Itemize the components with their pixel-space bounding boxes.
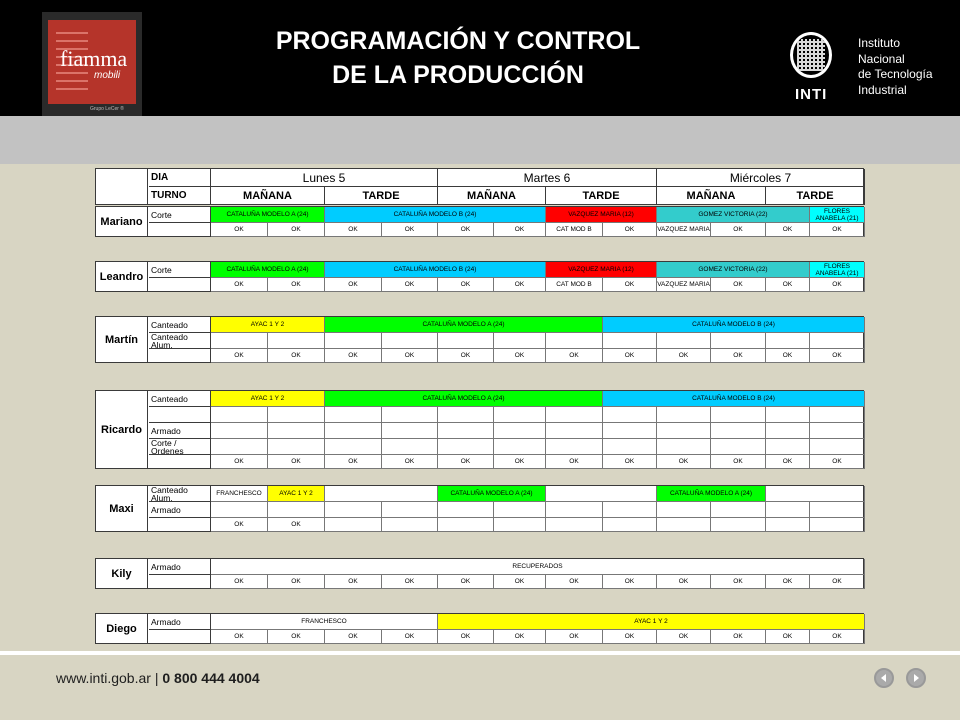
ok-cell[interactable]: OK xyxy=(211,575,268,589)
empty-cell xyxy=(546,439,603,455)
empty-cell xyxy=(382,333,438,349)
empty-cell xyxy=(268,439,325,455)
job-cell[interactable]: GOMEZ VICTORIA (22) xyxy=(657,262,810,278)
ok-cell[interactable]: OK xyxy=(325,575,382,589)
worker-name: Martín xyxy=(96,317,148,363)
ok-cell[interactable]: OK xyxy=(268,223,325,237)
job-cell[interactable]: CATALUÑA MODELO B (24) xyxy=(325,207,546,223)
ok-cell[interactable]: OK xyxy=(657,630,711,644)
empty-cell xyxy=(603,407,657,423)
job-cell[interactable]: CATALUÑA MODELO B (24) xyxy=(603,391,865,407)
arrow-left-icon xyxy=(879,673,889,683)
ok-cell[interactable]: OK xyxy=(382,278,438,292)
job-cell[interactable]: FLORES ANABELA (21) xyxy=(810,262,865,278)
task-label: Corte xyxy=(149,207,211,223)
ok-cell[interactable]: OK xyxy=(766,630,810,644)
worker-name: Leandro xyxy=(96,262,148,292)
ok-cell[interactable]: OK xyxy=(766,278,810,292)
shift-header: TARDE xyxy=(546,187,657,205)
footer-contact xyxy=(56,670,260,686)
empty-cell xyxy=(438,423,494,439)
empty-cell xyxy=(382,439,438,455)
worker-name: Maxi xyxy=(96,486,148,532)
ok-cell[interactable]: OK xyxy=(810,630,865,644)
empty-cell xyxy=(657,407,711,423)
inti-logo-icon xyxy=(790,32,832,78)
ok-cell[interactable]: OK xyxy=(268,349,325,363)
empty-cell xyxy=(711,518,766,532)
ok-cell[interactable]: OK xyxy=(603,630,657,644)
empty-cell xyxy=(766,518,810,532)
ok-cell[interactable]: OK xyxy=(494,575,546,589)
job-cell[interactable]: FRANCHESCO xyxy=(211,486,268,502)
ok-cell[interactable]: OK xyxy=(766,575,810,589)
ok-cell[interactable]: OK xyxy=(211,518,268,532)
next-slide-button[interactable] xyxy=(906,668,926,688)
empty-cell xyxy=(766,486,865,502)
empty-cell xyxy=(711,407,766,423)
dia-label: DIA xyxy=(149,169,211,187)
empty-cell xyxy=(711,423,766,439)
task-label: Canteado xyxy=(149,391,211,407)
empty-cell xyxy=(438,439,494,455)
empty-cell xyxy=(268,502,325,518)
empty-cell xyxy=(494,423,546,439)
ok-cell[interactable]: OK xyxy=(382,455,438,469)
ok-cell[interactable]: OK xyxy=(382,630,438,644)
worker-section xyxy=(95,206,864,237)
task-label: Canteado Alum. xyxy=(149,333,211,349)
inti-name-line: Nacional xyxy=(858,51,905,66)
ok-cell[interactable]: OK xyxy=(382,349,438,363)
job-cell[interactable]: VAZQUEZ MARIA (12) xyxy=(546,207,657,223)
inti-abbr: INTI xyxy=(795,86,828,103)
inti-name-line: Instituto xyxy=(858,36,901,50)
grey-band xyxy=(0,116,960,164)
empty-cell xyxy=(603,502,657,518)
task-label xyxy=(149,349,211,363)
ok-cell[interactable]: OK xyxy=(657,349,711,363)
worker-name: Ricardo xyxy=(96,391,148,469)
day-header: Miércoles 7 xyxy=(657,169,865,187)
ok-cell[interactable]: OK xyxy=(268,630,325,644)
job-cell[interactable]: AYAC 1 Y 2 xyxy=(211,317,325,333)
job-cell[interactable]: CATALUÑA MODELO A (24) xyxy=(438,486,546,502)
ok-cell[interactable]: OK xyxy=(494,278,546,292)
ok-cell[interactable]: OK xyxy=(603,278,657,292)
worker-section xyxy=(95,390,864,469)
ok-cell[interactable]: OK xyxy=(603,349,657,363)
empty-cell xyxy=(546,518,603,532)
fiamma-logo xyxy=(42,12,142,116)
job-cell[interactable]: CATALUÑA MODELO A (24) xyxy=(211,262,325,278)
ok-cell[interactable]: OK xyxy=(546,455,603,469)
empty-cell xyxy=(494,407,546,423)
empty-cell xyxy=(382,518,438,532)
job-cell[interactable]: AYAC 1 Y 2 xyxy=(438,614,865,630)
ok-cell[interactable]: OK xyxy=(211,455,268,469)
ok-cell[interactable]: OK xyxy=(810,349,865,363)
job-cell[interactable]: CAT MOD B xyxy=(546,223,603,237)
empty-cell xyxy=(766,407,810,423)
empty-cell xyxy=(603,333,657,349)
job-cell[interactable]: VAZQUEZ MARIA xyxy=(657,278,711,292)
logo-sub: mobili xyxy=(94,70,121,81)
empty-cell xyxy=(325,439,382,455)
ok-cell[interactable]: OK xyxy=(268,278,325,292)
empty-cell xyxy=(711,502,766,518)
empty-cell xyxy=(546,423,603,439)
empty-cell xyxy=(382,407,438,423)
shift-header: TARDE xyxy=(325,187,438,205)
ok-cell[interactable]: OK xyxy=(810,278,865,292)
ok-cell[interactable]: OK xyxy=(438,278,494,292)
empty-cell xyxy=(268,407,325,423)
ok-cell[interactable]: OK xyxy=(711,575,766,589)
ok-cell[interactable]: OK xyxy=(268,518,325,532)
empty-cell xyxy=(810,407,865,423)
ok-cell[interactable]: OK xyxy=(211,278,268,292)
empty-cell xyxy=(494,333,546,349)
empty-cell xyxy=(657,423,711,439)
empty-cell xyxy=(546,502,603,518)
ok-cell[interactable]: OK xyxy=(325,349,382,363)
header-name-blank xyxy=(96,169,148,205)
task-label: Corte xyxy=(149,262,211,278)
empty-cell xyxy=(382,502,438,518)
empty-cell xyxy=(438,333,494,349)
ok-cell[interactable]: OK xyxy=(268,575,325,589)
job-cell[interactable]: AYAC 1 Y 2 xyxy=(211,391,325,407)
empty-cell xyxy=(810,423,865,439)
empty-cell xyxy=(211,439,268,455)
empty-cell xyxy=(711,439,766,455)
footer-url[interactable]: www.inti.gob.ar xyxy=(56,670,151,686)
ok-cell[interactable]: OK xyxy=(546,349,603,363)
ok-cell[interactable]: OK xyxy=(438,455,494,469)
shift-header: MAÑANA xyxy=(657,187,766,205)
empty-cell xyxy=(211,333,268,349)
ok-cell[interactable]: OK xyxy=(211,349,268,363)
task-label: Canteado xyxy=(149,317,211,333)
worker-section xyxy=(95,613,864,644)
empty-cell xyxy=(494,518,546,532)
day-header: Lunes 5 xyxy=(211,169,438,187)
ok-cell[interactable]: OK xyxy=(438,575,494,589)
title-line-2: DE LA PRODUCCIÓN xyxy=(332,61,584,89)
ok-cell[interactable]: OK xyxy=(546,575,603,589)
ok-cell[interactable]: OK xyxy=(438,223,494,237)
job-cell[interactable]: VAZQUEZ MARIA xyxy=(657,223,711,237)
schedule-header xyxy=(95,168,864,205)
empty-cell xyxy=(603,439,657,455)
worker-section xyxy=(95,485,864,532)
empty-cell xyxy=(438,518,494,532)
worker-section xyxy=(95,316,864,363)
footer-phone: 0 800 444 4004 xyxy=(162,670,260,686)
empty-cell xyxy=(657,518,711,532)
ok-cell[interactable]: OK xyxy=(382,575,438,589)
logo-word: fiamma xyxy=(60,46,128,71)
shift-header: MAÑANA xyxy=(211,187,325,205)
ok-cell[interactable]: OK xyxy=(766,223,810,237)
ok-cell[interactable]: OK xyxy=(494,630,546,644)
footer-separator: | xyxy=(150,670,163,686)
worker-section xyxy=(95,261,864,292)
ok-cell[interactable]: OK xyxy=(711,349,766,363)
ok-cell[interactable]: OK xyxy=(494,349,546,363)
empty-cell xyxy=(325,333,382,349)
empty-cell xyxy=(546,486,657,502)
ok-cell[interactable]: OK xyxy=(325,630,382,644)
ok-cell[interactable]: OK xyxy=(438,630,494,644)
ok-cell[interactable]: OK xyxy=(766,455,810,469)
task-label: Armado xyxy=(149,614,211,630)
job-cell[interactable]: CATALUÑA MODELO A (24) xyxy=(211,207,325,223)
empty-cell xyxy=(546,407,603,423)
worker-name: Diego xyxy=(96,614,148,644)
inti-name-line: de Tecnología xyxy=(858,67,933,81)
ok-cell[interactable]: OK xyxy=(711,455,766,469)
empty-cell xyxy=(810,333,865,349)
inti-name-line: Industrial xyxy=(858,82,907,97)
task-label xyxy=(149,223,211,237)
shift-header: TARDE xyxy=(766,187,865,205)
turno-label: TURNO xyxy=(149,187,211,205)
empty-cell xyxy=(438,502,494,518)
job-cell[interactable]: CATALUÑA MODELO A (24) xyxy=(325,391,603,407)
ok-cell[interactable]: OK xyxy=(603,455,657,469)
task-label: Armado xyxy=(149,559,211,575)
ok-cell[interactable]: OK xyxy=(766,349,810,363)
empty-cell xyxy=(268,423,325,439)
task-label: Armado xyxy=(149,423,211,439)
empty-cell xyxy=(211,407,268,423)
arrow-right-icon xyxy=(911,673,921,683)
empty-cell xyxy=(657,333,711,349)
job-cell[interactable]: FLORES ANABELA (21) xyxy=(810,207,865,223)
job-cell[interactable]: CAT MOD B xyxy=(546,278,603,292)
ok-cell[interactable]: OK xyxy=(325,278,382,292)
job-cell[interactable]: CATALUÑA MODELO B (24) xyxy=(603,317,865,333)
task-label xyxy=(149,518,211,532)
empty-cell xyxy=(382,423,438,439)
job-cell[interactable]: AYAC 1 Y 2 xyxy=(268,486,325,502)
empty-cell xyxy=(438,407,494,423)
job-cell[interactable]: FRANCHESCO xyxy=(211,614,438,630)
ok-cell[interactable]: OK xyxy=(211,630,268,644)
header-bar xyxy=(0,0,960,116)
empty-cell xyxy=(325,407,382,423)
page-title xyxy=(200,24,716,92)
task-label xyxy=(149,575,211,589)
empty-cell xyxy=(325,486,438,502)
ok-cell[interactable]: OK xyxy=(810,223,865,237)
empty-cell xyxy=(211,502,268,518)
ok-cell[interactable]: OK xyxy=(711,630,766,644)
job-cell[interactable]: VAZQUEZ MARIA (12) xyxy=(546,262,657,278)
ok-cell[interactable]: OK xyxy=(382,223,438,237)
ok-cell[interactable]: OK xyxy=(325,455,382,469)
ok-cell[interactable]: OK xyxy=(657,575,711,589)
empty-cell xyxy=(657,439,711,455)
task-label xyxy=(149,407,211,423)
ok-cell[interactable]: OK xyxy=(810,575,865,589)
task-label xyxy=(149,455,211,469)
empty-cell xyxy=(766,333,810,349)
empty-cell xyxy=(766,439,810,455)
empty-cell xyxy=(211,423,268,439)
ok-cell[interactable]: OK xyxy=(325,223,382,237)
worker-section xyxy=(95,558,864,589)
empty-cell xyxy=(268,333,325,349)
empty-cell xyxy=(546,333,603,349)
empty-cell xyxy=(325,423,382,439)
ok-cell[interactable]: OK xyxy=(494,223,546,237)
ok-cell[interactable]: OK xyxy=(711,223,766,237)
inti-name xyxy=(858,36,933,98)
ok-cell[interactable]: OK xyxy=(494,455,546,469)
shift-header: MAÑANA xyxy=(438,187,546,205)
empty-cell xyxy=(766,423,810,439)
job-cell[interactable]: CATALUÑA MODELO B (24) xyxy=(325,262,546,278)
ok-cell[interactable]: OK xyxy=(657,455,711,469)
task-label xyxy=(149,278,211,292)
empty-cell xyxy=(603,518,657,532)
ok-cell[interactable]: OK xyxy=(711,278,766,292)
ok-cell[interactable]: OK xyxy=(268,455,325,469)
job-cell[interactable]: RECUPERADOS xyxy=(211,559,865,575)
empty-cell xyxy=(810,439,865,455)
task-label xyxy=(149,630,211,644)
job-cell[interactable]: CATALUÑA MODELO A (24) xyxy=(657,486,766,502)
empty-cell xyxy=(657,502,711,518)
job-cell[interactable]: GOMEZ VICTORIA (22) xyxy=(657,207,810,223)
prev-slide-button[interactable] xyxy=(874,668,894,688)
empty-cell xyxy=(810,518,865,532)
empty-cell xyxy=(494,502,546,518)
task-label: Corte / Ordenes xyxy=(149,439,211,455)
ok-cell[interactable]: OK xyxy=(546,630,603,644)
ok-cell[interactable]: OK xyxy=(438,349,494,363)
empty-cell xyxy=(603,423,657,439)
day-header: Martes 6 xyxy=(438,169,657,187)
ok-cell[interactable]: OK xyxy=(810,455,865,469)
ok-cell[interactable]: OK xyxy=(603,575,657,589)
empty-cell xyxy=(711,333,766,349)
task-label: Armado xyxy=(149,502,211,518)
ok-cell[interactable]: OK xyxy=(211,223,268,237)
empty-cell xyxy=(325,518,382,532)
footer xyxy=(0,655,960,720)
worker-name: Mariano xyxy=(96,207,148,237)
task-label: Canteado Alum. xyxy=(149,486,211,502)
worker-name: Kily xyxy=(96,559,148,589)
title-line-1: PROGRAMACIÓN Y CONTROL xyxy=(275,27,641,55)
empty-cell xyxy=(325,502,382,518)
empty-cell xyxy=(494,439,546,455)
logo-group: Grupo LeCer ® xyxy=(90,106,124,112)
ok-cell[interactable]: OK xyxy=(603,223,657,237)
empty-cell xyxy=(810,502,865,518)
job-cell[interactable]: CATALUÑA MODELO A (24) xyxy=(325,317,603,333)
empty-cell xyxy=(766,502,810,518)
